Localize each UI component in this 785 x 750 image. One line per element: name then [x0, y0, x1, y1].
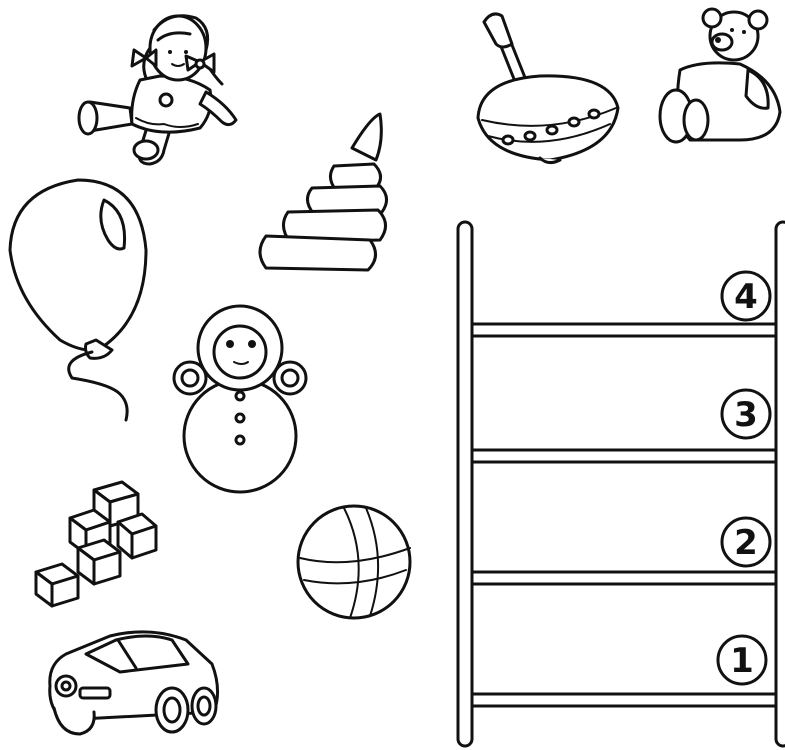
shelf-number-badge: [722, 518, 770, 566]
rag-doll-icon[interactable]: [79, 16, 236, 164]
stacking-rings-icon[interactable]: [260, 114, 387, 270]
shelf-number-badge: [722, 390, 770, 438]
shelf-4[interactable]: [472, 324, 776, 336]
shelf-number: 2: [734, 523, 758, 563]
shelf-number-badge: [718, 636, 766, 684]
shelf-3[interactable]: [472, 450, 776, 462]
spinning-top-icon[interactable]: [478, 14, 618, 163]
shelf-1[interactable]: [472, 694, 776, 706]
ball-icon[interactable]: [298, 506, 410, 618]
toy-blocks-icon[interactable]: [36, 482, 156, 606]
toy-car-icon[interactable]: [50, 632, 218, 734]
shelf-2[interactable]: [472, 572, 776, 584]
shelf-number: 1: [730, 641, 754, 681]
shelf-number-badge: [722, 272, 770, 320]
shelf-number: 4: [734, 277, 758, 317]
roly-poly-doll-icon[interactable]: [174, 306, 306, 492]
shelf-unit: [458, 222, 785, 746]
teddy-bear-icon[interactable]: [660, 9, 780, 142]
shelf-number: 3: [734, 395, 758, 435]
balloon-icon[interactable]: [10, 180, 146, 420]
